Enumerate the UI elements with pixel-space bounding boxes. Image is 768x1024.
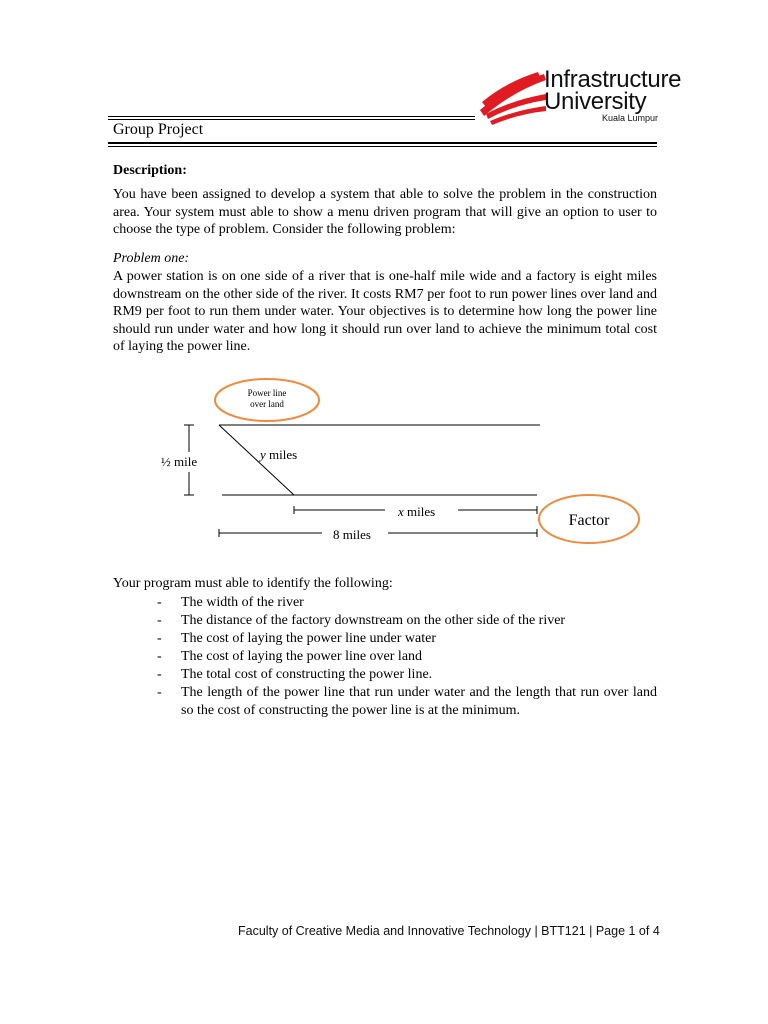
- logo-text-university: University: [544, 88, 647, 115]
- callout-text-2: over land: [250, 399, 284, 409]
- half-mile-label: ½ mile: [161, 454, 198, 469]
- list-item: - The length of the power line that run under water and the length that run over land so the cost of constructing the power line is at the minimum.: [157, 685, 657, 718]
- eight-miles-label: 8 miles: [333, 527, 371, 542]
- header-rule-thin: [108, 146, 657, 147]
- requirements-intro: Your program must able to identify the following:: [113, 576, 393, 591]
- university-logo: [478, 66, 704, 128]
- description-text: You have been assigned to develop a system that able to solve the problem in the construction area. Your system must able to show a menu driven program that will give an option to user to choose the type of problem. Consider the following problem:: [113, 187, 657, 238]
- header-rule-thick: [108, 142, 657, 144]
- logo-mark-icon: [478, 66, 548, 128]
- logo-text-infrastructure: Infrastructure: [544, 66, 682, 93]
- header-rule-top-2: [108, 119, 475, 120]
- y-miles-label: y miles: [260, 447, 298, 462]
- description-heading: Description:: [113, 163, 187, 178]
- header-rule-top: [108, 116, 475, 117]
- requirements-list: [157, 594, 657, 720]
- factory-label: Factor: [568, 512, 610, 529]
- problem-heading: Problem one:: [113, 251, 190, 266]
- list-item: - The cost of laying the power line over land: [157, 649, 423, 664]
- list-item: - The distance of the factory downstream on the other side of the river: [157, 613, 566, 628]
- list-item: - The cost of laying the power line under water: [157, 631, 437, 646]
- list-item: - The width of the river: [157, 595, 304, 610]
- page-title: Group Project: [113, 121, 204, 138]
- page-footer: Faculty of Creative Media and Innovative Technology | BTT121 | Page 1 of 4: [238, 924, 660, 938]
- list-item: - The total cost of constructing the power line.: [157, 667, 433, 682]
- callout-text-1: Power line: [247, 388, 287, 398]
- x-miles-label: x miles: [398, 504, 436, 519]
- problem-text: A power station is on one side of a river that is one-half mile wide and a factory is eight miles downstream on the other side of the river. It costs RM7 per foot to run power lines over land and RM9 per foot to run them under water. Your objectives is to determine how long the power line should run under water and how long it should run over land to achieve the minimum total cost of laying the power line.: [113, 269, 657, 355]
- logo-text-location: Kuala Lumpur: [602, 113, 659, 123]
- power-line-diagram: [0, 370, 768, 550]
